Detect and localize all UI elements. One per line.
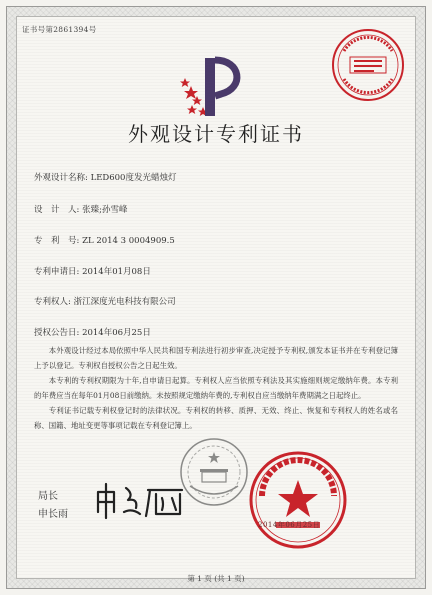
- certificate-title: 外观设计专利证书: [128, 122, 304, 146]
- patentee-label: 专利权人:: [34, 297, 71, 307]
- body-paragraph: 专利证书记载专利权登记时的法律状况。专利权的转移、质押、无效、终止、恢复和专利权人的姓名或名称、国籍、地址变更等事项记载在专利登记簿上。: [34, 406, 398, 430]
- director-name: 申长雨: [38, 509, 68, 520]
- grant-date-row: [34, 326, 151, 338]
- patentee-value: 浙江深度光电科技有限公司: [73, 297, 176, 307]
- patentee-row: [34, 295, 176, 307]
- director-signature: [92, 480, 192, 520]
- body-paragraph: 本专利的专利权期限为十年,自申请日起算。专利权人应当依照专利法及其实施细则规定缴纳年费。本专利的年费应当在每年01月08日前缴纳。未按照规定缴纳年费的,专利权自应当缴纳年费期满之日起终止。: [34, 376, 398, 400]
- filing-date-value: 2014年01月08日: [82, 267, 151, 277]
- patent-office-logo: [175, 52, 250, 122]
- issue-date: 2014年06月25日: [258, 521, 321, 529]
- design-name-label: 外观设计名称:: [34, 173, 88, 183]
- official-seal-bottom: [248, 450, 348, 550]
- filing-date-row: [34, 265, 151, 277]
- certificate-body: [34, 343, 398, 433]
- designer-row: [34, 203, 127, 215]
- grant-date-value: 2014年06月25日: [82, 328, 151, 338]
- design-name-row: [34, 171, 176, 183]
- patent-number-value: ZL 2014 3 0004909.5: [82, 236, 175, 246]
- director-title: 局长: [38, 491, 58, 502]
- page-footer: 第 1 页 (共 1 页): [187, 574, 245, 583]
- body-paragraph: 本外观设计经过本局依照中华人民共和国专利法进行初步审查,决定授予专利权,颁发本证书并在专利登记簿上予以登记。专利权自授权公告之日起生效。: [34, 346, 398, 370]
- design-name-value: LED600度发光蜡烛灯: [90, 173, 177, 183]
- office-seal-top: [330, 27, 406, 103]
- patent-number-row: [34, 234, 175, 246]
- designer-value: 张臻;孙雪峰: [82, 205, 128, 215]
- certificate-number: 证书号第2861394号: [22, 25, 97, 34]
- designer-label: 设 计 人:: [34, 205, 80, 215]
- filing-date-label: 专利申请日:: [34, 267, 80, 277]
- grant-date-label: 授权公告日:: [34, 328, 80, 338]
- patent-number-label: 专 利 号:: [34, 236, 80, 246]
